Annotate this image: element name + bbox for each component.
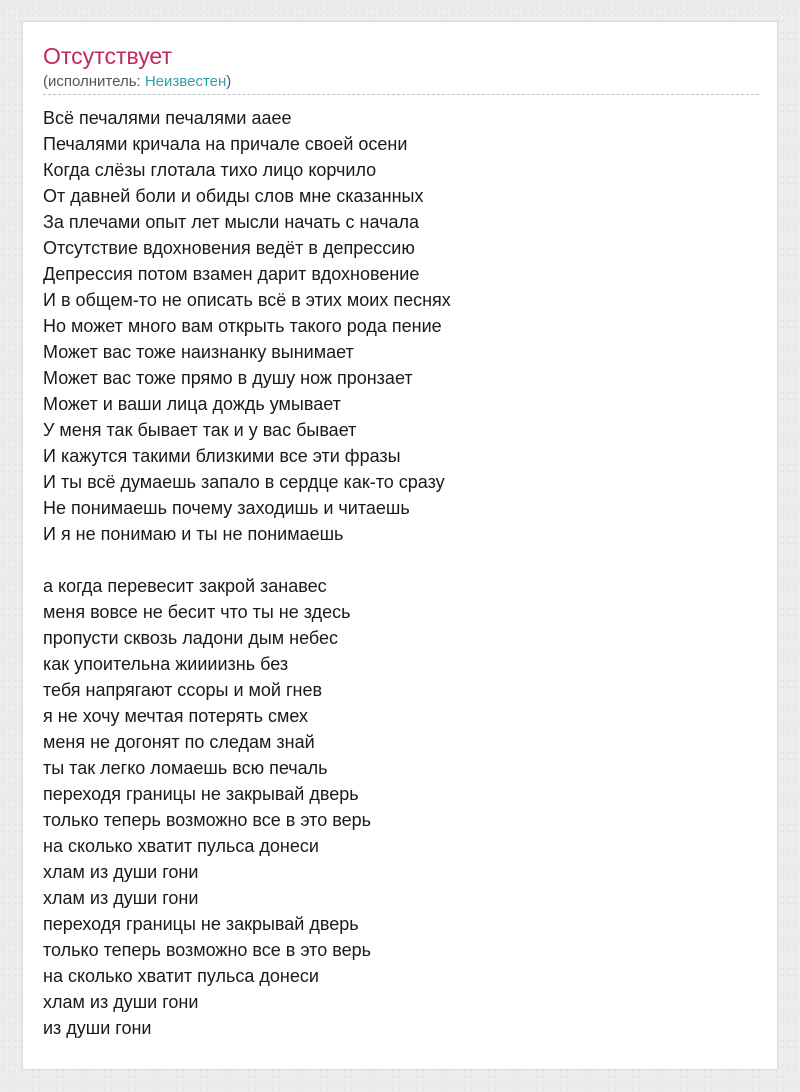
lyric-line: только теперь возможно все в это верь: [43, 940, 371, 960]
lyric-line: И я не понимаю и ты не понимаешь: [43, 524, 344, 544]
title-divider: [43, 94, 759, 95]
lyric-line: Отсутствие вдохновения ведёт в депрессию: [43, 238, 415, 258]
lyric-line: хлам из души гони: [43, 888, 199, 908]
lyric-line: Может вас тоже наизнанку вынимает: [43, 342, 354, 362]
lyric-line: а когда перевесит закрой занавес: [43, 576, 327, 596]
lyric-line: из души гони: [43, 1018, 152, 1038]
lyric-line: Всё печалями печалями aaee: [43, 108, 292, 128]
lyric-line: меня не догонят по следам знай: [43, 732, 315, 752]
song-title: Отсутствует: [43, 43, 172, 69]
lyric-line: хлам из души гони: [43, 862, 199, 882]
lyric-line: переходя границы не закрывай дверь: [43, 784, 359, 804]
lyric-line: И кажутся такими близкими все эти фразы: [43, 446, 401, 466]
lyric-line: ты так легко ломаешь всю печаль: [43, 758, 328, 778]
lyric-line: Может и ваши лица дождь умывает: [43, 394, 341, 414]
lyric-line: И ты всё думаешь запало в сердце как-то сразу: [43, 472, 445, 492]
lyric-line: От давней боли и обиды слов мне сказанных: [43, 186, 424, 206]
lyric-line: как упоительна жиииизнь без: [43, 654, 289, 674]
lyric-line: на сколько хватит пульса донеси: [43, 836, 319, 856]
lyric-line: И в общем-то не описать всё в этих моих песнях: [43, 290, 451, 310]
lyric-line: переходя границы не закрывай дверь: [43, 914, 359, 934]
artist-suffix: ): [226, 73, 232, 90]
lyrics-stanza: [43, 573, 759, 1041]
lyric-line: Депрессия потом взамен дарит вдохновение: [43, 264, 420, 284]
lyric-line: Когда слёзы глотала тихо лицо корчило: [43, 160, 377, 180]
lyric-line: Печалями кричала на причале своей осени: [43, 134, 408, 154]
lyric-line: пропусти сквозь ладони дым небес: [43, 628, 338, 648]
lyric-line: меня вовсе не бесит что ты не здесь: [43, 602, 351, 622]
lyric-line: хлам из души гони: [43, 992, 199, 1012]
lyrics-card: [22, 21, 778, 1070]
lyric-line: У меня так бывает так и у вас бывает: [43, 420, 357, 440]
lyric-line: Не понимаешь почему заходишь и читаешь: [43, 498, 410, 518]
artist-link[interactable]: Неизвестен: [144, 73, 227, 90]
lyric-line: тебя напрягают ссоры и мой гнев: [43, 680, 323, 700]
lyric-line: За плечами опыт лет мысли начать с начала: [43, 212, 419, 232]
lyric-line: только теперь возможно все в это верь: [43, 810, 371, 830]
artist-line: [43, 73, 231, 91]
lyrics-body: [43, 105, 759, 1067]
lyric-line: на сколько хватит пульса донеси: [43, 966, 319, 986]
lyric-line: Но может много вам открыть такого рода пение: [43, 316, 442, 336]
artist-prefix: (исполнитель:: [43, 73, 145, 90]
lyrics-stanza: [43, 105, 759, 547]
lyric-line: я не хочу мечтая потерять смех: [43, 706, 309, 726]
lyric-line: Может вас тоже прямо в душу нож пронзает: [43, 368, 413, 388]
